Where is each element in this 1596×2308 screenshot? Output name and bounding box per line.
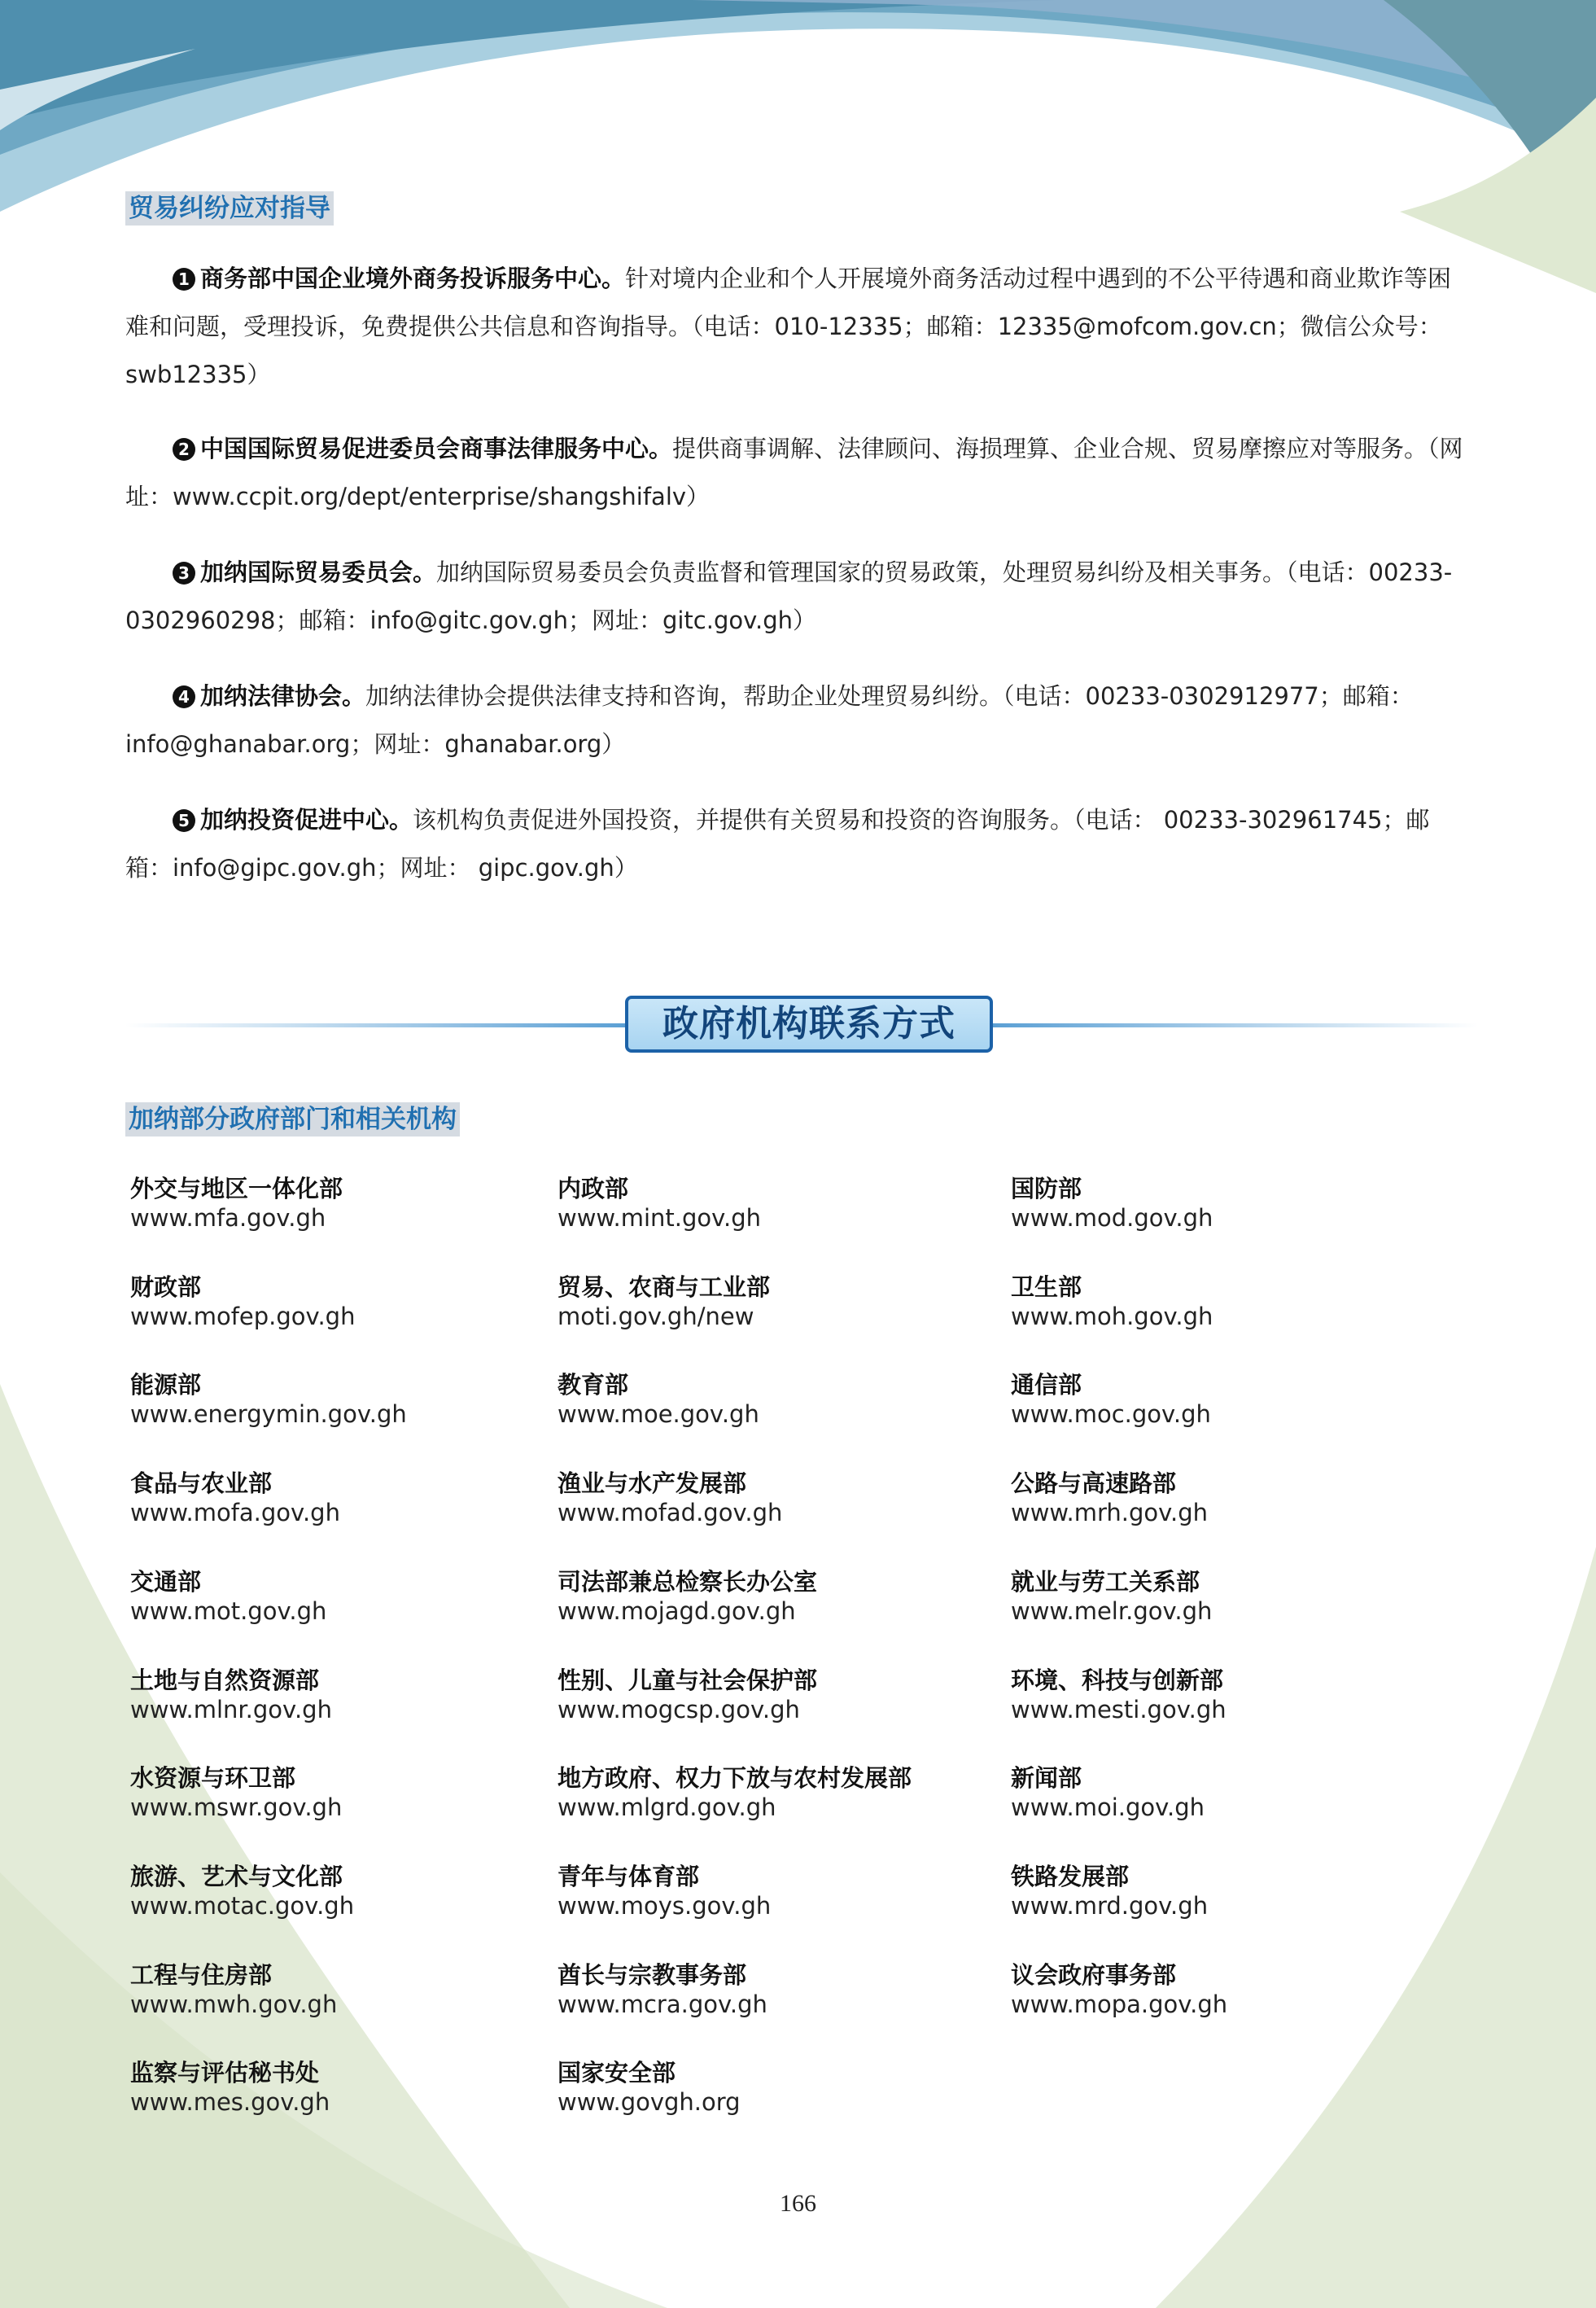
agency-website-link[interactable]: www.mod.gov.gh bbox=[1011, 1204, 1213, 1232]
agency-website-link[interactable]: www.mrh.gov.gh bbox=[1011, 1499, 1209, 1526]
agency-name: 性别、儿童与社会保护部 bbox=[558, 1666, 818, 1694]
dispute-item-5 bbox=[125, 796, 1473, 892]
agency-name: 内政部 bbox=[558, 1175, 629, 1202]
agency-name: 司法部兼总检察长办公室 bbox=[558, 1568, 818, 1596]
agency-name: 食品与农业部 bbox=[130, 1469, 273, 1497]
dispute-item-1 bbox=[125, 255, 1473, 399]
agency-entry bbox=[558, 1370, 948, 1429]
agency-entry bbox=[1011, 1272, 1401, 1331]
agency-entry bbox=[1011, 1370, 1401, 1429]
agency-entry bbox=[558, 1174, 948, 1233]
agency-website-link[interactable]: www.mofad.gov.gh bbox=[558, 1499, 783, 1526]
agency-name: 监察与评估秘书处 bbox=[130, 2059, 320, 2087]
agency-name: 公路与高速路部 bbox=[1011, 1469, 1177, 1497]
agency-entry bbox=[130, 1960, 521, 2019]
agency-website-link[interactable]: www.mswr.gov.gh bbox=[130, 1793, 343, 1821]
agency-entry bbox=[130, 1862, 521, 1920]
number-badge-5: 5 bbox=[173, 809, 195, 832]
agency-website-link[interactable]: www.melr.gov.gh bbox=[1011, 1597, 1213, 1625]
agency-name: 地方政府、权力下放与农村发展部 bbox=[558, 1764, 912, 1792]
agency-entry bbox=[558, 2058, 948, 2117]
agency-name: 议会政府事务部 bbox=[1011, 1961, 1177, 1989]
dispute-item-body: 针对境内企业和个人开展境外商务活动过程中遇到的不公平待遇和商业欺诈等困难和问题，受理投诉，免费提供公共信息和咨询指导。（电话：010-12335；邮箱：12335@mofcom.gov.cn；微信公众号：swb12335） bbox=[125, 265, 1452, 388]
agency-name: 环境、科技与创新部 bbox=[1011, 1666, 1224, 1694]
agency-entry bbox=[130, 1370, 521, 1429]
section-title-government-agencies: 加纳部分政府部门和相关机构 bbox=[125, 1102, 460, 1136]
dispute-item-body: 加纳法律协会提供法律支持和咨询，帮助企业处理贸易纠纷。（电话：00233-0302912977；邮箱：info@ghanabar.org；网址：ghanabar.org） bbox=[125, 682, 1414, 758]
agency-website-link[interactable]: www.moh.gov.gh bbox=[1011, 1303, 1213, 1330]
agency-website-link[interactable]: www.mesti.gov.gh bbox=[1011, 1696, 1227, 1723]
agency-website-link[interactable]: www.mofep.gov.gh bbox=[130, 1303, 356, 1330]
dispute-item-lead: 加纳法律协会。 bbox=[200, 682, 366, 710]
banner-divider-right bbox=[990, 1023, 1478, 1027]
agency-entry bbox=[1011, 1960, 1401, 2019]
agency-entry bbox=[558, 1567, 948, 1626]
agency-website-link[interactable]: www.mrd.gov.gh bbox=[1011, 1892, 1209, 1920]
agency-website-link[interactable]: www.mcra.gov.gh bbox=[558, 1990, 767, 2018]
agency-entry bbox=[558, 1960, 948, 2019]
agency-name: 工程与住房部 bbox=[130, 1961, 273, 1989]
agency-name: 贸易、农商与工业部 bbox=[558, 1273, 771, 1301]
agency-entry bbox=[1011, 1862, 1401, 1920]
agency-entry bbox=[558, 1469, 948, 1527]
agency-entry bbox=[130, 1272, 521, 1331]
agency-name: 外交与地区一体化部 bbox=[130, 1175, 343, 1202]
agency-website-link[interactable]: www.mwh.gov.gh bbox=[130, 1990, 338, 2018]
agency-entry bbox=[558, 1862, 948, 1920]
agency-website-link[interactable]: moti.gov.gh/new bbox=[558, 1303, 754, 1330]
agency-name: 财政部 bbox=[130, 1273, 202, 1301]
page-number: 166 bbox=[780, 2190, 816, 2217]
agency-entry bbox=[1011, 1666, 1401, 1724]
number-badge-1: 1 bbox=[173, 268, 195, 291]
agency-website-link[interactable]: www.moys.gov.gh bbox=[558, 1892, 772, 1920]
agency-entry bbox=[558, 1666, 948, 1724]
agency-name: 酋长与宗教事务部 bbox=[558, 1961, 747, 1989]
dispute-item-lead: 中国国际贸易促进委员会商事法律服务中心。 bbox=[200, 435, 673, 462]
agency-name: 铁路发展部 bbox=[1011, 1863, 1130, 1890]
number-badge-2: 2 bbox=[173, 438, 195, 461]
agency-website-link[interactable]: www.mlgrd.gov.gh bbox=[558, 1793, 776, 1821]
dispute-item-lead: 加纳投资促进中心。 bbox=[200, 806, 413, 834]
agency-website-link[interactable]: www.mlnr.gov.gh bbox=[130, 1696, 332, 1723]
agency-website-link[interactable]: www.mint.gov.gh bbox=[558, 1204, 762, 1232]
agency-name: 卫生部 bbox=[1011, 1273, 1082, 1301]
agency-name: 国家安全部 bbox=[558, 2059, 676, 2087]
agency-name: 青年与体育部 bbox=[558, 1863, 700, 1890]
agency-website-link[interactable]: www.govgh.org bbox=[558, 2088, 741, 2116]
agency-name: 土地与自然资源部 bbox=[130, 1666, 320, 1694]
banner-divider-left bbox=[125, 1023, 630, 1027]
agency-name: 渔业与水产发展部 bbox=[558, 1469, 747, 1497]
agency-name: 新闻部 bbox=[1011, 1764, 1082, 1792]
dispute-item-lead: 商务部中国企业境外商务投诉服务中心。 bbox=[200, 265, 626, 292]
dispute-item-body: 加纳国际贸易委员会负责监督和管理国家的贸易政策，处理贸易纠纷及相关事务。（电话：00233-0302960298；邮箱：info@gitc.gov.gh；网址：gitc.gov.gh） bbox=[125, 558, 1453, 634]
agency-entry bbox=[130, 1469, 521, 1527]
agency-website-link[interactable]: www.moe.gov.gh bbox=[558, 1400, 759, 1428]
agency-name: 旅游、艺术与文化部 bbox=[130, 1863, 343, 1890]
agency-website-link[interactable]: www.mofa.gov.gh bbox=[130, 1499, 340, 1526]
agency-entry bbox=[558, 1763, 948, 1822]
agency-website-link[interactable]: www.mogcsp.gov.gh bbox=[558, 1696, 800, 1723]
dispute-item-body: 提供商事调解、法律顾问、海损理算、企业合规、贸易摩擦应对等服务。（网址：www.ccpit.org/dept/enterprise/shangshifalv） bbox=[125, 435, 1463, 510]
dispute-item-3 bbox=[125, 549, 1473, 645]
agency-entry bbox=[558, 1272, 948, 1331]
agency-entry bbox=[130, 1763, 521, 1822]
agency-entry bbox=[1011, 1763, 1401, 1822]
dispute-item-body: 该机构负责促进外国投资，并提供有关贸易和投资的咨询服务。（电话： 00233-302961745；邮箱：info@gipc.gov.gh；网址： gipc.gov.gh） bbox=[125, 806, 1430, 882]
agency-website-link[interactable]: www.mot.gov.gh bbox=[130, 1597, 327, 1625]
number-badge-3: 3 bbox=[173, 562, 195, 585]
agency-website-link[interactable]: www.moi.gov.gh bbox=[1011, 1793, 1205, 1821]
agency-website-link[interactable]: www.energymin.gov.gh bbox=[130, 1400, 407, 1428]
agency-name: 能源部 bbox=[130, 1371, 202, 1399]
agency-entry bbox=[1011, 1567, 1401, 1626]
dispute-item-lead: 加纳国际贸易委员会。 bbox=[200, 558, 437, 586]
agency-website-link[interactable]: www.mes.gov.gh bbox=[130, 2088, 330, 2116]
agency-name: 通信部 bbox=[1011, 1371, 1082, 1399]
dispute-item-4 bbox=[125, 672, 1473, 769]
section-banner-government-contacts: 政府机构联系方式 bbox=[625, 996, 993, 1053]
agency-entry bbox=[130, 1174, 521, 1233]
agency-entry bbox=[1011, 1469, 1401, 1527]
agency-name: 水资源与环卫部 bbox=[130, 1764, 296, 1792]
section-title-trade-dispute: 贸易纠纷应对指导 bbox=[125, 191, 334, 226]
agency-website-link[interactable]: www.mopa.gov.gh bbox=[1011, 1990, 1228, 2018]
agency-name: 就业与劳工关系部 bbox=[1011, 1568, 1200, 1596]
agency-website-link[interactable]: www.motac.gov.gh bbox=[130, 1892, 355, 1920]
agency-name: 教育部 bbox=[558, 1371, 629, 1399]
agency-website-link[interactable]: www.moc.gov.gh bbox=[1011, 1400, 1211, 1428]
number-badge-4: 4 bbox=[173, 685, 195, 708]
agency-entry bbox=[1011, 1174, 1401, 1233]
agency-website-link[interactable]: www.mojagd.gov.gh bbox=[558, 1597, 796, 1625]
dispute-item-2 bbox=[125, 425, 1473, 521]
agency-name: 交通部 bbox=[130, 1568, 202, 1596]
agency-entry bbox=[130, 2058, 521, 2117]
agency-entry bbox=[130, 1567, 521, 1626]
agency-website-link[interactable]: www.mfa.gov.gh bbox=[130, 1204, 326, 1232]
agency-name: 国防部 bbox=[1011, 1175, 1082, 1202]
agency-entry bbox=[130, 1666, 521, 1724]
